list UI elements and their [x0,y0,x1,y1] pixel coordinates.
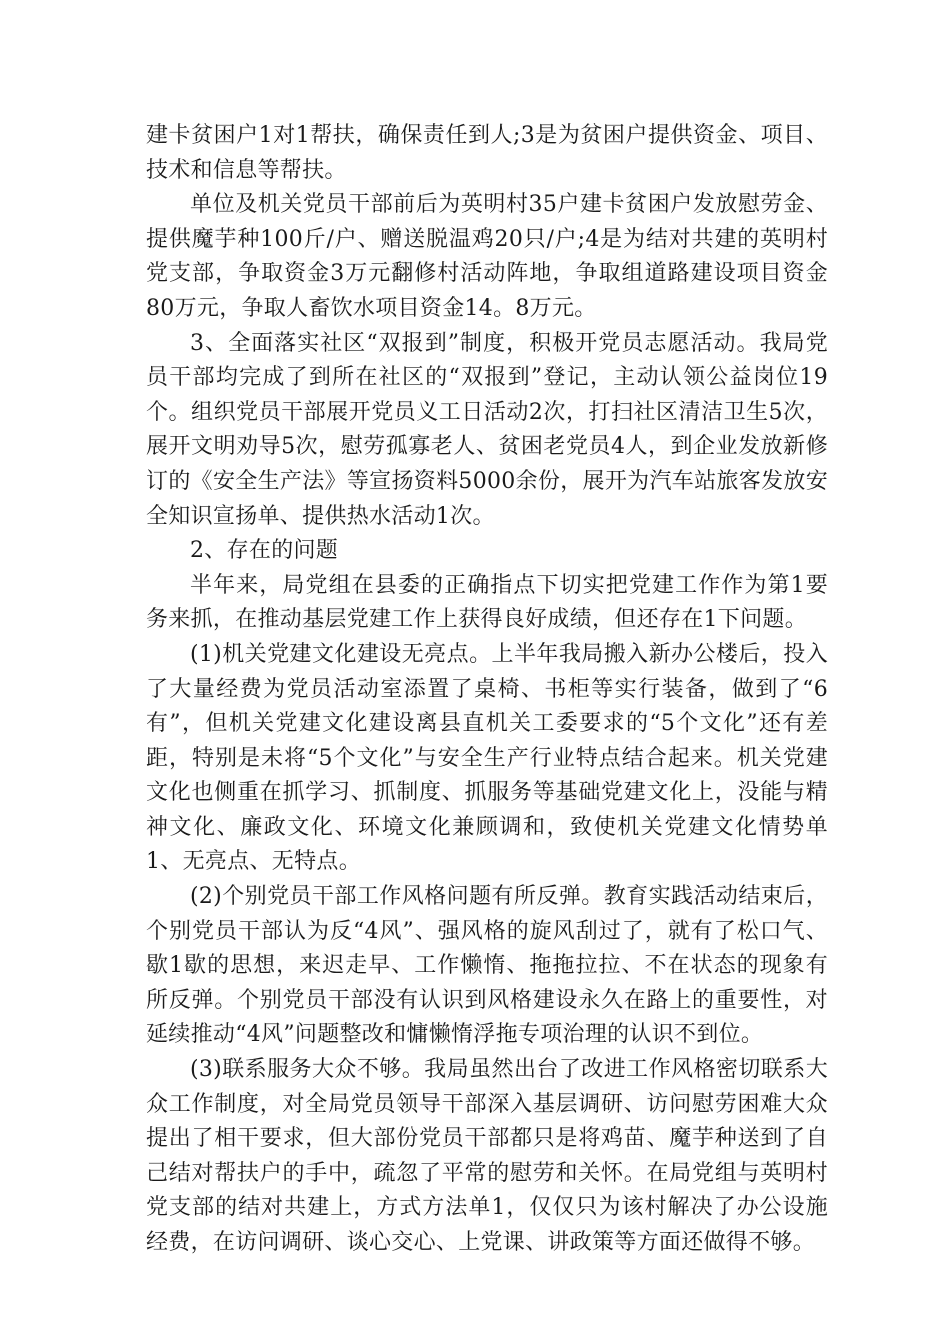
section-heading: 2、存在的问题 [190,538,339,564]
paragraph: (1)机关党建文化建设无亮点。上半年我局搬入新办公楼后，投入了大量经费为党员活动室添置了桌椅、书柜等实行装备，做到了“6有”，但机关党建文化建设离县直机关工委要求的“5个文化”还有差距，特别是未将“5个文化”与安全生产行业特点结合起来。机关党建文化也侧重在抓学习、抓制度、抓服务等基础党建文化上，没能与精神文化、廉政文化、环境文化兼顾调和，致使机关党建文化情势单1、无亮点、无特点。 [146,641,828,875]
paragraph: 建卡贫困户1对1帮扶，确保责任到人;3是为贫困户提供资金、项目、技术和信息等帮扶。 [146,123,828,183]
paragraph: (3)联系服务大众不够。我局虽然出台了改进工作风格密切联系大众工作制度，对全局党员领导干部深入基层调研、访问慰劳困难大众提出了相干要求，但大部份党员干部都只是将鸡苗、魔芋种送到了自己结对帮扶户的手中，疏忽了平常的慰劳和关怀。在局党组与英明村党支部的结对共建上，方式方法单1，仅仅只为该村解决了办公设施经费，在访问调研、谈心交心、上党课、讲政策等方面还做得不够。 [146,1057,828,1255]
document-body [146,119,828,1261]
paragraph: 单位及机关党员干部前后为英明村35户建卡贫困户发放慰劳金、提供魔芋种100斤/户、赠送脱温鸡20只/户;4是为结对共建的英明村党支部，争取资金3万元翻修村活动阵地，争取组道路建设项目资金80万元，争取人畜饮水项目资金14。8万元。 [146,192,828,321]
paragraph: (2)个别党员干部工作风格问题有所反弹。教育实践活动结束后，个别党员干部认为反“4风”、强风格的旋风刮过了，就有了松口气、歇1歇的思想，来迟走早、工作懒惰、拖拖拉拉、不在状态的现象有所反弹。个别党员干部没有认识到风格建设永久在路上的重要性，对延续推动“4风”问题整改和慵懒惰浮拖专项治理的认识不到位。 [146,884,828,1048]
paragraph: 3、全面落实社区“双报到”制度，积极开党员志愿活动。我局党员干部均完成了到所在社区的“双报到”登记，主动认领公益岗位19个。组织党员干部展开党员义工日活动2次，打扫社区清洁卫生5次，展开文明劝导5次，慰劳孤寡老人、贫困老党员4人，到企业发放新修订的《安全生产法》等宣扬资料5000余份，展开为汽车站旅客发放安全知识宣扬单、提供热水活动1次。 [146,330,828,529]
paragraph: 半年来，局党组在县委的正确指点下切实把党建工作作为第1要务来抓，在推动基层党建工作上获得良好成绩，但还存在1下问题。 [146,572,828,633]
